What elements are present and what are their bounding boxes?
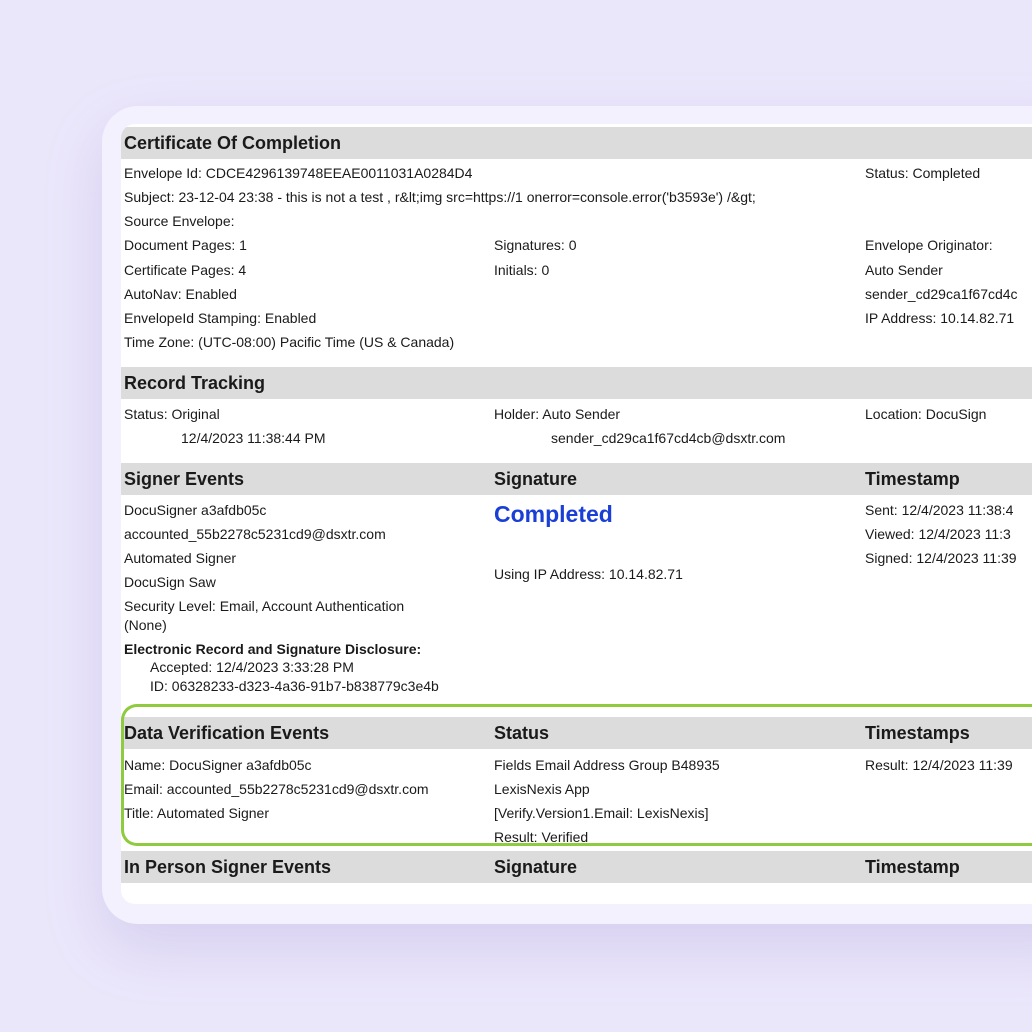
signed-timestamp: Signed: 12/4/2023 11:39 bbox=[865, 550, 1017, 566]
document-pages: Document Pages: 1 bbox=[124, 237, 247, 253]
verification-title: Title: Automated Signer bbox=[124, 805, 270, 821]
security-none: (None) bbox=[124, 617, 167, 633]
certificate-title: Certificate Of Completion bbox=[124, 133, 342, 153]
time-zone: Time Zone: (UTC-08:00) Pacific Time (US & Canada) bbox=[124, 334, 455, 350]
subject: Subject: 23-12-04 23:38 - this is not a test , r&lt;img src=https://1 onerror=console.error('b3593e') /&gt; bbox=[124, 189, 756, 205]
disclosure-title: Electronic Record and Signature Disclosure: bbox=[124, 641, 422, 657]
certificate-page bbox=[121, 124, 1032, 904]
verification-status-line3: [Verify.Version1.Email: LexisNexis] bbox=[494, 805, 709, 821]
in-person-timestamp-header: Timestamp bbox=[865, 857, 960, 877]
signatures-count: Signatures: 0 bbox=[494, 237, 577, 253]
disclosure-id: ID: 06328233-d323-4a36-91b7-b838779c3e4b bbox=[150, 678, 439, 694]
signer-type: Automated Signer bbox=[124, 550, 237, 566]
verification-status-line1: Fields Email Address Group B48935 bbox=[494, 757, 720, 773]
verification-timestamp-result: Result: 12/4/2023 11:39 bbox=[865, 757, 1013, 773]
timestamp-header: Timestamp bbox=[865, 469, 960, 489]
verification-name: Name: DocuSigner a3afdb05c bbox=[124, 757, 312, 773]
record-holder-email: sender_cd29ca1f67cd4cb@dsxtr.com bbox=[551, 430, 786, 446]
signer-ip: Using IP Address: 10.14.82.71 bbox=[494, 566, 683, 582]
record-holder: Holder: Auto Sender bbox=[494, 406, 621, 422]
source-envelope: Source Envelope: bbox=[124, 213, 235, 229]
data-verification-header: Data Verification Events bbox=[124, 723, 330, 743]
originator-email: sender_cd29ca1f67cd4c bbox=[865, 286, 1018, 302]
verification-email: Email: accounted_55b2278c5231cd9@dsxtr.com bbox=[124, 781, 429, 797]
signer-events-header: Signer Events bbox=[124, 469, 245, 489]
certificate-status: Status: Completed bbox=[865, 165, 981, 181]
originator-ip: IP Address: 10.14.82.71 bbox=[865, 310, 1015, 326]
signature-completed: Completed bbox=[494, 501, 613, 527]
record-tracking-title: Record Tracking bbox=[124, 373, 266, 393]
disclosure-accepted: Accepted: 12/4/2023 3:33:28 PM bbox=[150, 659, 354, 675]
data-verification-highlight bbox=[121, 704, 1032, 846]
verification-status-line2: LexisNexis App bbox=[494, 781, 590, 797]
initials-count: Initials: 0 bbox=[494, 262, 550, 278]
verification-timestamps-header: Timestamps bbox=[865, 723, 970, 743]
signer-org: DocuSign Saw bbox=[124, 574, 216, 590]
record-status-date: 12/4/2023 11:38:44 PM bbox=[181, 430, 326, 446]
originator-name: Auto Sender bbox=[865, 262, 943, 278]
sent-timestamp: Sent: 12/4/2023 11:38:4 bbox=[865, 502, 1014, 518]
record-location: Location: DocuSign bbox=[865, 406, 987, 422]
certificate-pages: Certificate Pages: 4 bbox=[124, 262, 247, 278]
verification-status-result: Result: Verified bbox=[494, 829, 589, 845]
envelopeid-stamping: EnvelopeId Stamping: Enabled bbox=[124, 310, 317, 326]
autonav: AutoNav: Enabled bbox=[124, 286, 237, 302]
envelope-id: Envelope Id: CDCE4296139748EEAE0011031A0284D4 bbox=[124, 165, 473, 181]
security-level: Security Level: Email, Account Authentication bbox=[124, 598, 405, 614]
signer-name: DocuSigner a3afdb05c bbox=[124, 502, 267, 518]
record-status: Status: Original bbox=[124, 406, 220, 422]
verification-status-header: Status bbox=[494, 723, 550, 743]
in-person-header: In Person Signer Events bbox=[124, 857, 332, 877]
signature-header: Signature bbox=[494, 469, 578, 489]
envelope-originator-label: Envelope Originator: bbox=[865, 237, 993, 253]
in-person-signature-header: Signature bbox=[494, 857, 578, 877]
viewed-timestamp: Viewed: 12/4/2023 11:3 bbox=[865, 526, 1011, 542]
signer-email: accounted_55b2278c5231cd9@dsxtr.com bbox=[124, 526, 386, 542]
